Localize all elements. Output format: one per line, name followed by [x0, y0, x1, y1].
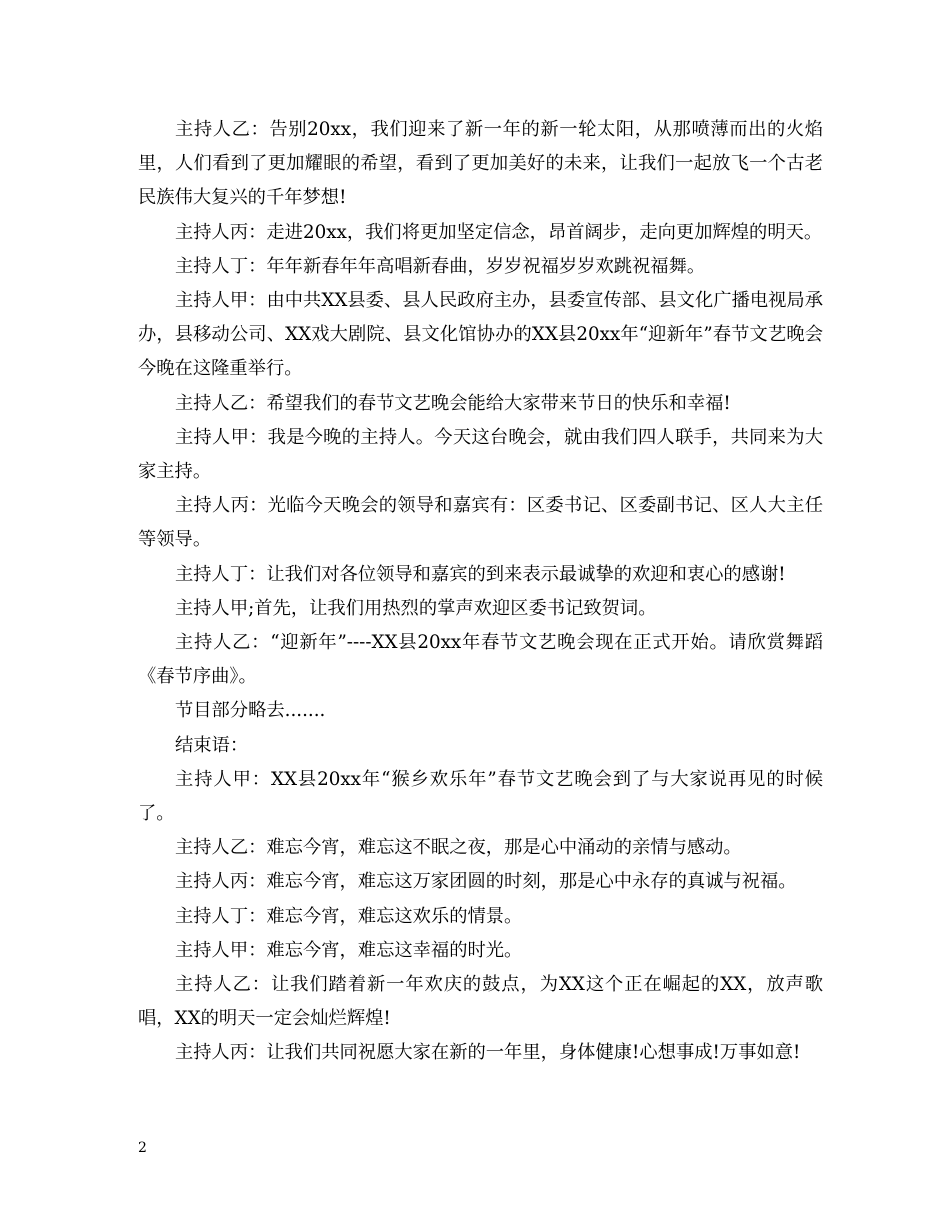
- paragraph: 主持人乙：“迎新年”----XX县20xx年春节文艺晚会现在正式开始。请欣赏舞蹈《春节序曲》。: [138, 632, 823, 688]
- paragraph: 主持人丁：年年新春年年高唱新春曲，岁岁祝福岁岁欢跳祝福舞。: [175, 255, 706, 277]
- paragraph: 主持人甲：难忘今宵，难忘这幸福的时光。: [175, 939, 523, 961]
- paragraph: 主持人丙：光临今天晚会的领导和嘉宾有：区委书记、区委副书记、区人大主任等领导。: [138, 495, 823, 551]
- paragraph: 主持人丁：让我们对各位领导和嘉宾的到来表示最诚挚的欢迎和衷心的感谢!: [175, 563, 786, 585]
- paragraph: 主持人甲：XX县20xx年“猴乡欢乐年”春节文艺晚会到了与大家说再见的时候了。: [138, 768, 823, 825]
- paragraph: 主持人丙：让我们共同祝愿大家在新的一年里，身体健康!心想事成!万事如意!: [175, 1042, 801, 1064]
- paragraph: 主持人甲：我是今晚的主持人。今天这台晚会，就由我们四人联手，共同来为大家主持。: [138, 426, 823, 483]
- section-heading: 结束语：: [175, 734, 249, 756]
- paragraph: 主持人乙：难忘今宵，难忘这不眠之夜，那是心中涌动的亲情与感动。: [175, 837, 742, 859]
- document-body: [138, 113, 823, 1071]
- page-number: 2: [138, 1140, 147, 1156]
- paragraph: 主持人乙：让我们踏着新一年欢庆的鼓点，为XX这个正在崛起的XX，放声歌唱，XX的明天一定会灿烂辉煌!: [138, 974, 823, 1030]
- paragraph: 主持人乙：希望我们的春节文艺晚会能给大家带来节日的快乐和幸福!: [175, 392, 731, 414]
- paragraph: 主持人丙：走进20xx，我们将更加坚定信念，昂首阔步，走向更加辉煌的明天。: [175, 221, 823, 243]
- paragraph: 主持人丙：难忘今宵，难忘这万家团圆的时刻，那是心中永存的真诚与祝福。: [175, 871, 797, 893]
- paragraph: 主持人乙：告别20xx，我们迎来了新一年的新一轮太阳，从那喷薄而出的火焰里，人们看到了更加耀眼的希望，看到了更加美好的未来，让我们一起放飞一个古老民族伟大复兴的千年梦想!: [138, 119, 823, 209]
- paragraph: 主持人丁：难忘今宵，难忘这欢乐的情景。: [175, 905, 523, 927]
- paragraph: 主持人甲;首先，让我们用热烈的掌声欢迎区委书记致贺词。: [175, 597, 657, 619]
- paragraph: 主持人甲：由中共XX县委、县人民政府主办，县委宣传部、县文化广播电视局承办，县移动公司、XX戏大剧院、县文化馆协办的XX县20xx年“迎新年”春节文艺晚会今晚在这隆重举行。: [138, 290, 823, 380]
- paragraph: 节目部分略去.......: [175, 700, 326, 722]
